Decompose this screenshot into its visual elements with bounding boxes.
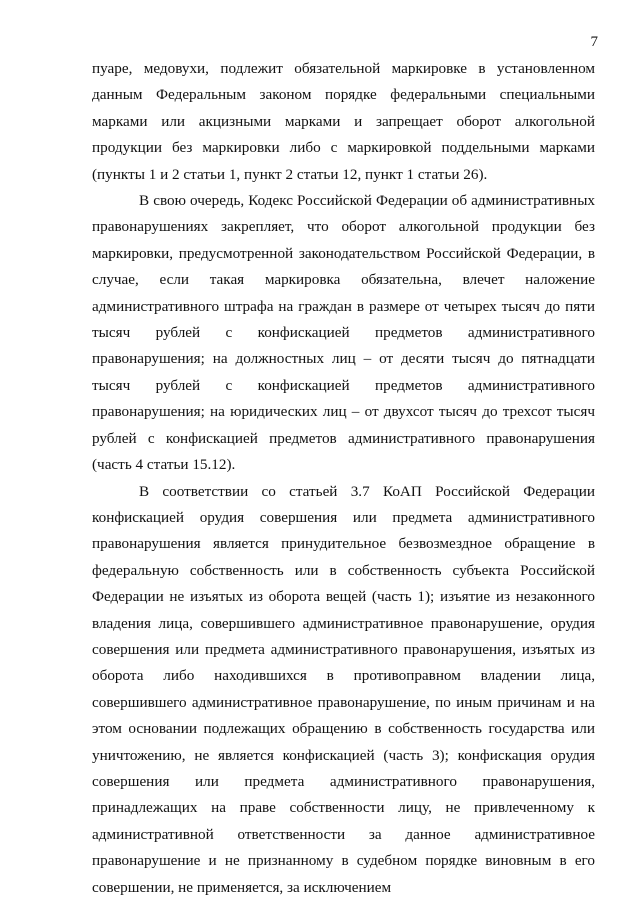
paragraph-continuation: пуаре, медовухи, подлежит обязательной маркировке в установленном данным Федеральным законом порядке федеральными специальными марками или акцизными марками и запрещает оборот алкогольной продукции без маркировки либо с маркировкой поддельными марками (пункты 1 и 2 статьи 1, пункт 2 статьи 12, пункт 1 статьи 26). — [92, 60, 595, 183]
paragraph-confiscation: В соответствии со статьей 3.7 КоАП Российской Федерации конфискацией орудия совершения или предмета административного правонарушения является принудительное безвозмездное обращение в федеральную собственность или в собственность субъекта Российской Федерации не изъятых из оборота вещей (часть 1); изъятие из незаконного владения лица, совершившего административное правонарушение, орудия совершения или предмета административного правонарушения, изъятых из оборота либо находившихся в противоправном владении лица, совершившего административное правонарушение, по иным причинам и на этом основании подлежащих обращению в собственность государства или уничтожению, не является конфискацией (часть 3); конфискация орудия совершения или предмета административного правонарушения, принадлежащих на праве собственности лицу, не привлеченному к административной ответственности за данное административное правонарушение и не признанному в судебном порядке виновным в его совершении, не применяется, за исключением — [92, 482, 595, 896]
paragraph-koap-fines: В свою очередь, Кодекс Российской Федерации об административных правонарушениях закрепляет, что оборот алкогольной продукции без маркировки, предусмотренной законодательством Российской Федерации, в случае, если такая маркировка обязательна, влечет наложение административного штрафа на граждан в размере от четырех тысяч до пяти тысяч рублей с конфискацией предметов административного правонарушения; на должностных лиц – от десяти тысяч до пятнадцати тысяч рублей с конфискацией предметов административного правонарушения; на юридических лиц – от двухсот тысяч до трехсот тысяч рублей с конфискацией предметов административного правонарушения (часть 4 статьи 15.12). — [92, 192, 595, 474]
page-number: 7 — [590, 34, 598, 50]
document-body — [92, 56, 595, 901]
